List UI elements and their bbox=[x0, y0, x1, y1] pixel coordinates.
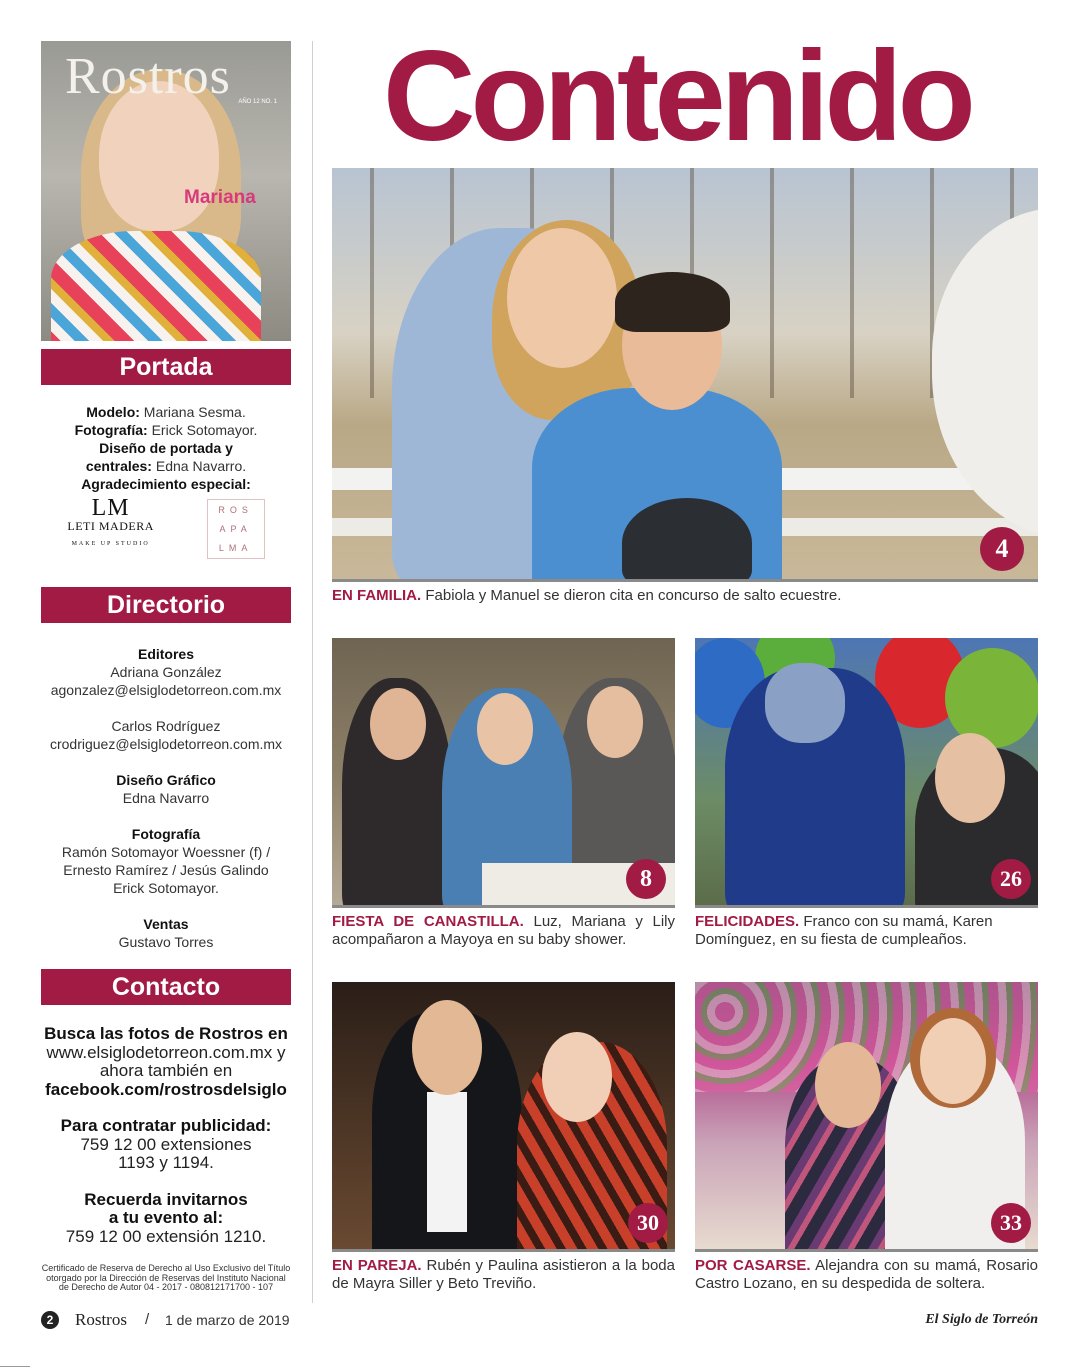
dir-diseno bbox=[41, 771, 291, 807]
photo-mother-face bbox=[815, 1042, 881, 1128]
caption-en-familia bbox=[332, 587, 1038, 605]
credit-modelo bbox=[41, 403, 291, 421]
portada-credits bbox=[41, 403, 291, 569]
caption-text: Fabiola y Manuel se dieron cita en concurso de salto ecuestre. bbox=[425, 587, 842, 604]
footer-newspaper-logo: El Siglo de Torreón bbox=[925, 1312, 1038, 1327]
busca-label: Busca las fotos de Rostros en bbox=[44, 1024, 288, 1043]
diseno-label-1: Diseño de portada y bbox=[99, 440, 233, 456]
page-badge[interactable]: 30 bbox=[628, 1203, 668, 1243]
credit-agradecimiento bbox=[41, 475, 291, 493]
page-badge[interactable]: 33 bbox=[991, 1203, 1031, 1243]
evento-label-2: a tu evento al: bbox=[108, 1208, 224, 1227]
lm-sub: MAKE UP STUDIO bbox=[71, 541, 150, 547]
diseno-value: Edna Navarro. bbox=[155, 458, 247, 474]
page-badge[interactable]: 4 bbox=[980, 527, 1024, 571]
fotografia-label: Fotografía bbox=[131, 826, 201, 842]
page-badge[interactable]: 8 bbox=[626, 859, 666, 899]
contacto-heading: Contacto bbox=[41, 969, 291, 1005]
legal-notice bbox=[41, 1264, 291, 1293]
photo-face-2 bbox=[477, 693, 533, 765]
caption-felicidades bbox=[695, 913, 1038, 949]
photo-face-3 bbox=[587, 686, 643, 758]
caption-keyword: EN PAREJA. bbox=[332, 1257, 422, 1274]
footer-separator: / bbox=[145, 1311, 150, 1328]
lm-name: LETI MADERA bbox=[67, 519, 154, 533]
caption-keyword: FELICIDADES. bbox=[695, 913, 800, 930]
caption-keyword: POR CASARSE. bbox=[695, 1257, 811, 1274]
directorio-heading: Directorio bbox=[41, 587, 291, 623]
photo-woman-face bbox=[507, 228, 617, 368]
photo-woman-face bbox=[542, 1032, 612, 1122]
publicidad-label: Para contratar publicidad: bbox=[60, 1116, 272, 1135]
caption-text: Alejandra con su mamá, Rosario Castro Lozano, en su despedida de soltera. bbox=[695, 1257, 1038, 1292]
dir-editor2 bbox=[41, 717, 291, 753]
agradecimiento-label: Agradecimiento especial: bbox=[81, 476, 251, 492]
editor2-name: Carlos Rodríguez bbox=[111, 718, 221, 734]
busca-url[interactable]: www.elsiglodetorreon.com.mx y bbox=[46, 1042, 286, 1062]
page-title: Contenido bbox=[383, 25, 971, 168]
modelo-label: Modelo: bbox=[86, 404, 140, 420]
photo-bride-face bbox=[920, 1018, 986, 1104]
caption-en-pareja bbox=[332, 1257, 675, 1293]
portada-heading: Portada bbox=[41, 349, 291, 385]
busca-mid: ahora también en bbox=[99, 1061, 233, 1080]
page-footer bbox=[41, 1310, 1038, 1332]
foto-label: Fotografía: bbox=[74, 422, 148, 438]
photo-balloon-green bbox=[945, 648, 1038, 748]
credit-diseno-1 bbox=[41, 439, 291, 457]
caption-fiesta-de-canastilla bbox=[332, 913, 675, 949]
photo-en-pareja[interactable] bbox=[332, 982, 675, 1252]
fotografia-line-3: Erick Sotomayor. bbox=[113, 880, 219, 896]
cover-model-blouse bbox=[51, 231, 261, 341]
diseno-grafico-name: Edna Navarro bbox=[122, 790, 210, 806]
page-badge[interactable]: 26 bbox=[991, 859, 1031, 899]
diseno-label-2: centrales: bbox=[85, 458, 152, 474]
contact-evento bbox=[41, 1191, 291, 1247]
cover-name: Mariana bbox=[184, 187, 256, 208]
fotografia-line-1: Ramón Sotomayor Woessner (f) / bbox=[61, 844, 271, 860]
corner-mark bbox=[0, 1366, 30, 1367]
rosa-palma-logo bbox=[207, 499, 265, 559]
cover-masthead: Rostros bbox=[65, 48, 231, 105]
left-column bbox=[41, 41, 291, 1293]
photo-en-familia[interactable] bbox=[332, 168, 1038, 582]
dir-ventas bbox=[41, 915, 291, 951]
caption-por-casarse bbox=[695, 1257, 1038, 1293]
photo-kid-mask bbox=[765, 663, 845, 743]
footer-date: 1 de marzo de 2019 bbox=[165, 1312, 290, 1328]
sponsor-logos bbox=[41, 495, 291, 569]
caption-text: Rubén y Paulina asistieron a la boda de Mayra Siller y Beto Treviño. bbox=[332, 1257, 675, 1292]
dir-editores bbox=[41, 645, 291, 699]
photo-mom-face bbox=[935, 733, 1005, 823]
foto-value: Erick Sotomayor. bbox=[151, 422, 258, 438]
caption-keyword: FIESTA DE CANASTILLA. bbox=[332, 913, 524, 930]
photo-por-casarse[interactable] bbox=[695, 982, 1038, 1252]
photo-man-face bbox=[412, 1000, 482, 1095]
ventas-label: Ventas bbox=[143, 916, 189, 932]
dir-fotografia bbox=[41, 825, 291, 897]
lm-monogram: LM bbox=[91, 495, 130, 521]
evento-label-1: Recuerda invitarnos bbox=[84, 1189, 248, 1209]
legal-line-1: Certificado de Reserva de Derecho al Uso Exclusivo del Título bbox=[41, 1263, 291, 1273]
contacto-info bbox=[41, 1025, 291, 1246]
editor1-email[interactable]: agonzalez@elsiglodetorreon.com.mx bbox=[50, 682, 282, 698]
directorio-list bbox=[41, 645, 291, 951]
modelo-value: Mariana Sesma. bbox=[143, 404, 246, 420]
contact-publicidad bbox=[41, 1117, 291, 1173]
photo-felicidades[interactable] bbox=[695, 638, 1038, 908]
cover-thumbnail[interactable] bbox=[41, 41, 291, 341]
caption-text: Franco con su mamá, Karen Domínguez, en su fiesta de cumpleaños. bbox=[695, 913, 993, 948]
caption-keyword: EN FAMILIA. bbox=[332, 587, 422, 604]
photo-man-shirt bbox=[427, 1092, 467, 1232]
credit-fotografia bbox=[41, 421, 291, 439]
footer-publication: Rostros bbox=[75, 1310, 127, 1329]
diseno-grafico-label: Diseño Gráfico bbox=[116, 772, 216, 788]
ventas-name: Gustavo Torres bbox=[118, 934, 214, 950]
busca-facebook[interactable]: facebook.com/rostrosdelsiglo bbox=[45, 1079, 287, 1099]
rosa-line-2: APA bbox=[219, 524, 252, 534]
photo-helmet bbox=[622, 498, 752, 582]
page-number: 2 bbox=[41, 1311, 59, 1329]
leti-madera-logo bbox=[67, 495, 154, 553]
caption-text: Luz, Mariana y Lily acompañaron a Mayoya en su baby shower. bbox=[332, 913, 676, 948]
editores-label: Editores bbox=[137, 646, 194, 662]
publicidad-line-2: 1193 y 1194. bbox=[118, 1153, 214, 1172]
cover-issue-text: AÑO 12 NO. 1 bbox=[238, 99, 277, 105]
photo-face-1 bbox=[370, 688, 426, 760]
rosa-line-3: LMA bbox=[218, 543, 253, 553]
column-divider bbox=[312, 41, 313, 1303]
evento-value: 759 12 00 extensión 1210. bbox=[65, 1226, 267, 1246]
contact-busca bbox=[41, 1025, 291, 1099]
legal-line-2: otorgado por la Dirección de Reservas del Instituto Nacional bbox=[46, 1272, 286, 1283]
legal-line-3: de Derecho de Autor 04 - 2017 - 080812171700 - 107 bbox=[58, 1282, 274, 1292]
rosa-line-1: ROS bbox=[218, 505, 253, 515]
photo-fiesta-de-canastilla[interactable] bbox=[332, 638, 675, 908]
editor2-email[interactable]: crodriguez@elsiglodetorreon.com.mx bbox=[49, 736, 283, 752]
photo-boy-hair bbox=[615, 272, 730, 332]
fotografia-line-2: Ernesto Ramírez / Jesús Galindo bbox=[63, 862, 269, 878]
editor1-name: Adriana González bbox=[110, 664, 222, 680]
credit-diseno-2 bbox=[41, 457, 291, 475]
publicidad-line-1: 759 12 00 extensiones bbox=[80, 1134, 252, 1154]
